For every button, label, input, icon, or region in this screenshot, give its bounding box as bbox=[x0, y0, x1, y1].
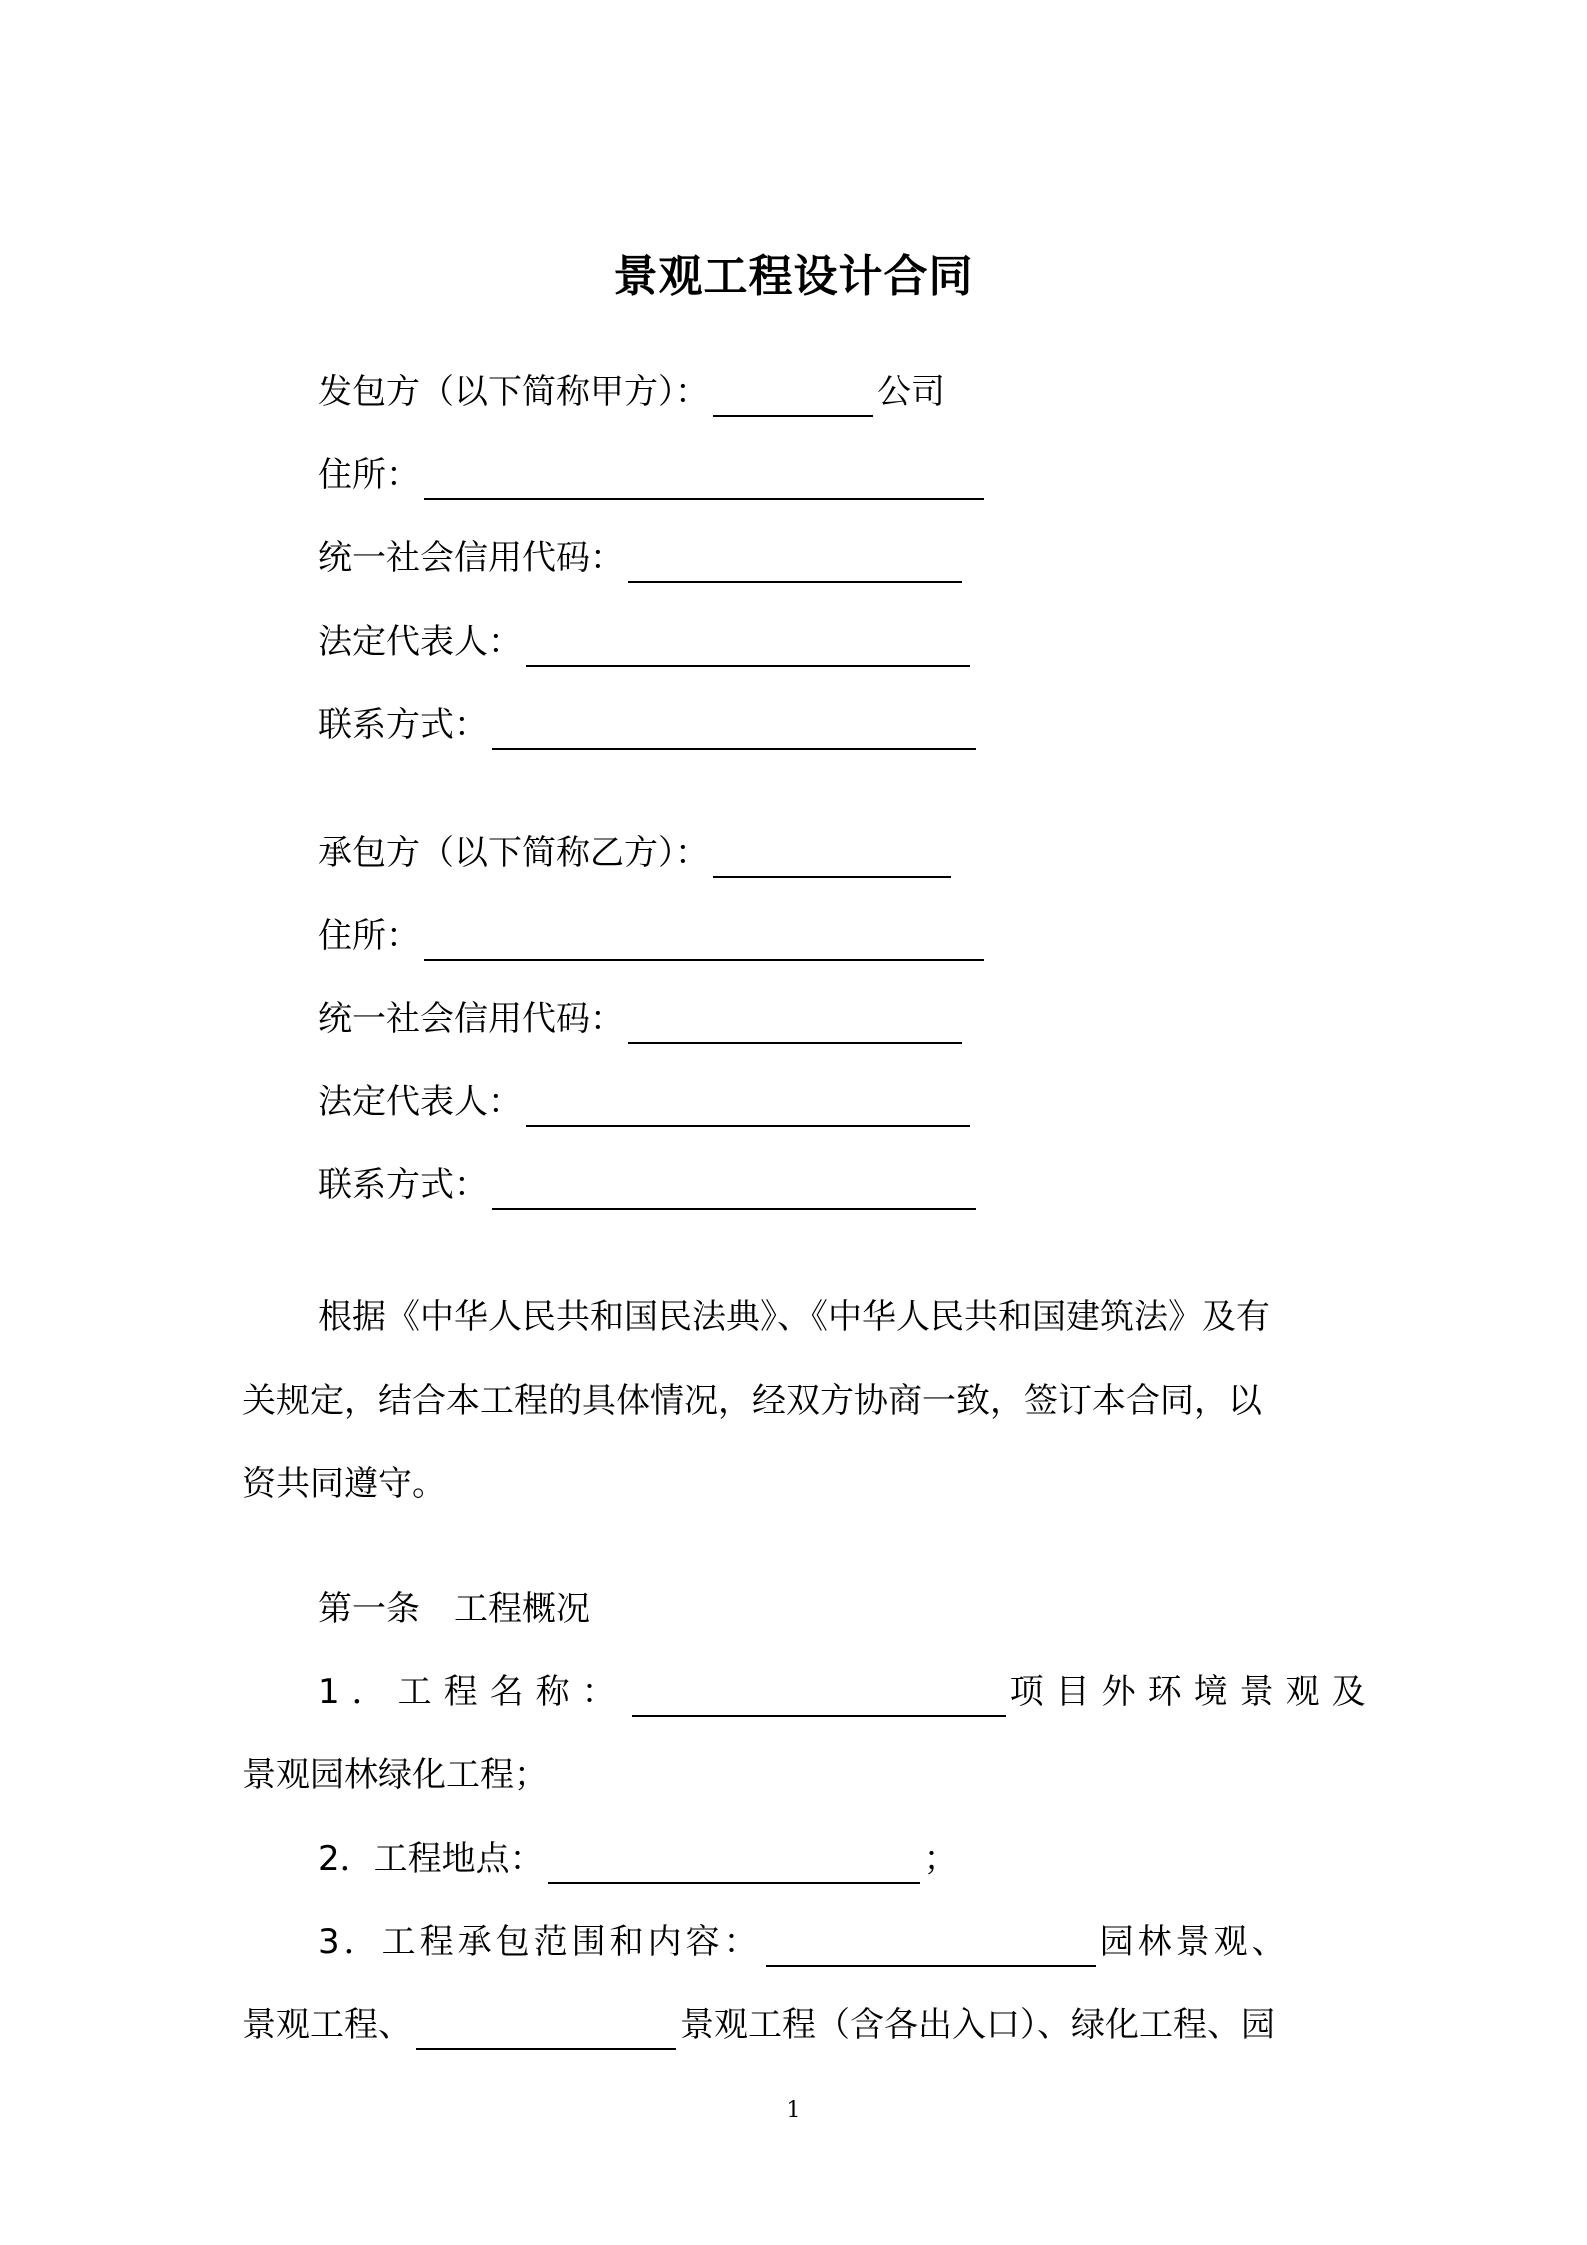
party-a-legal-rep-label: 法定代表人： bbox=[318, 622, 522, 662]
project-scope-field[interactable] bbox=[766, 1927, 1096, 1967]
preamble-line-1 bbox=[318, 1292, 1270, 1342]
item-3-suffix: 园林景观、 bbox=[1099, 1922, 1290, 1962]
party-a-credit-code-label: 统一社会信用代码： bbox=[318, 538, 624, 578]
item-2-label: 2．工程地点： bbox=[318, 1839, 544, 1879]
article-1-item-2 bbox=[318, 1834, 958, 1884]
party-a-credit-code-line bbox=[318, 533, 966, 583]
preamble-line-3 bbox=[242, 1459, 446, 1509]
party-a-heading: 发包方（以下简称甲方）： bbox=[318, 372, 709, 412]
party-a-contact-label: 联系方式： bbox=[318, 705, 488, 745]
party-b-legal-rep-field[interactable] bbox=[526, 1087, 970, 1127]
party-b-contact-field[interactable] bbox=[492, 1170, 976, 1210]
party-a-contact-field[interactable] bbox=[492, 710, 976, 750]
preamble-text-3: 资共同遵守。 bbox=[242, 1464, 446, 1504]
party-a-contact-line bbox=[318, 700, 980, 750]
project-scope-field-2[interactable] bbox=[416, 2010, 676, 2050]
party-a-address-label: 住所： bbox=[318, 455, 420, 495]
party-b-credit-code-field[interactable] bbox=[628, 1004, 962, 1044]
article-1-item-3 bbox=[318, 1917, 1290, 1967]
article-1-heading bbox=[318, 1584, 590, 1634]
item-1-continuation: 景观园林绿化工程； bbox=[242, 1755, 548, 1795]
party-b-heading: 承包方（以下简称乙方）： bbox=[318, 833, 709, 873]
party-a-credit-code-field[interactable] bbox=[628, 543, 962, 583]
party-b-credit-code-line bbox=[318, 994, 966, 1044]
item-2-suffix: ； bbox=[923, 1839, 958, 1879]
party-a-name-field[interactable] bbox=[713, 377, 873, 417]
party-b-contact-line bbox=[318, 1160, 980, 1210]
party-a-address-field[interactable] bbox=[424, 460, 984, 500]
party-b-legal-rep-label: 法定代表人： bbox=[318, 1082, 522, 1122]
item-3-label: 3．工程承包范围和内容： bbox=[318, 1922, 762, 1962]
project-location-field[interactable] bbox=[548, 1844, 920, 1884]
party-a-legal-rep-field[interactable] bbox=[526, 627, 970, 667]
party-b-name-field[interactable] bbox=[713, 838, 951, 878]
party-a-legal-rep-line bbox=[318, 617, 974, 667]
party-b-address-label: 住所： bbox=[318, 916, 420, 956]
party-b-address-field[interactable] bbox=[424, 921, 984, 961]
item-3-continuation-b: 景观工程（含各出入口）、绿化工程、园 bbox=[680, 2005, 1275, 2045]
article-1-item-1 bbox=[318, 1667, 1378, 1717]
item-3-continuation-a: 景观工程、 bbox=[242, 2005, 412, 2045]
preamble-text-2: 关规定，结合本工程的具体情况，经双方协商一致，签订本合同，以 bbox=[242, 1381, 1262, 1421]
preamble-text-1: 根据《中华人民共和国民法典》、《中华人民共和国建筑法》及有 bbox=[318, 1297, 1270, 1337]
project-name-field[interactable] bbox=[632, 1677, 1006, 1717]
party-b-contact-label: 联系方式： bbox=[318, 1165, 488, 1205]
item-1-label: 1．工程名称： bbox=[318, 1672, 628, 1712]
page-number: 1 bbox=[786, 2098, 801, 2123]
party-a-company-suffix: 公司 bbox=[877, 372, 945, 412]
party-b-credit-code-label: 统一社会信用代码： bbox=[318, 999, 624, 1039]
party-b-legal-rep-line bbox=[318, 1077, 974, 1127]
party-b-heading-line bbox=[318, 828, 955, 878]
article-1-heading-text: 第一条 工程概况 bbox=[318, 1589, 590, 1629]
article-1-item-1-cont bbox=[242, 1750, 548, 1800]
party-a-address-line bbox=[318, 450, 988, 500]
document-title: 景观工程设计合同 bbox=[613, 251, 974, 302]
article-1-item-3-cont bbox=[242, 2000, 1275, 2050]
party-b-address-line bbox=[318, 911, 988, 961]
item-1-suffix: 项目外环境景观及 bbox=[1009, 1672, 1378, 1712]
party-a-heading-line bbox=[318, 367, 945, 417]
preamble-line-2 bbox=[242, 1376, 1262, 1426]
